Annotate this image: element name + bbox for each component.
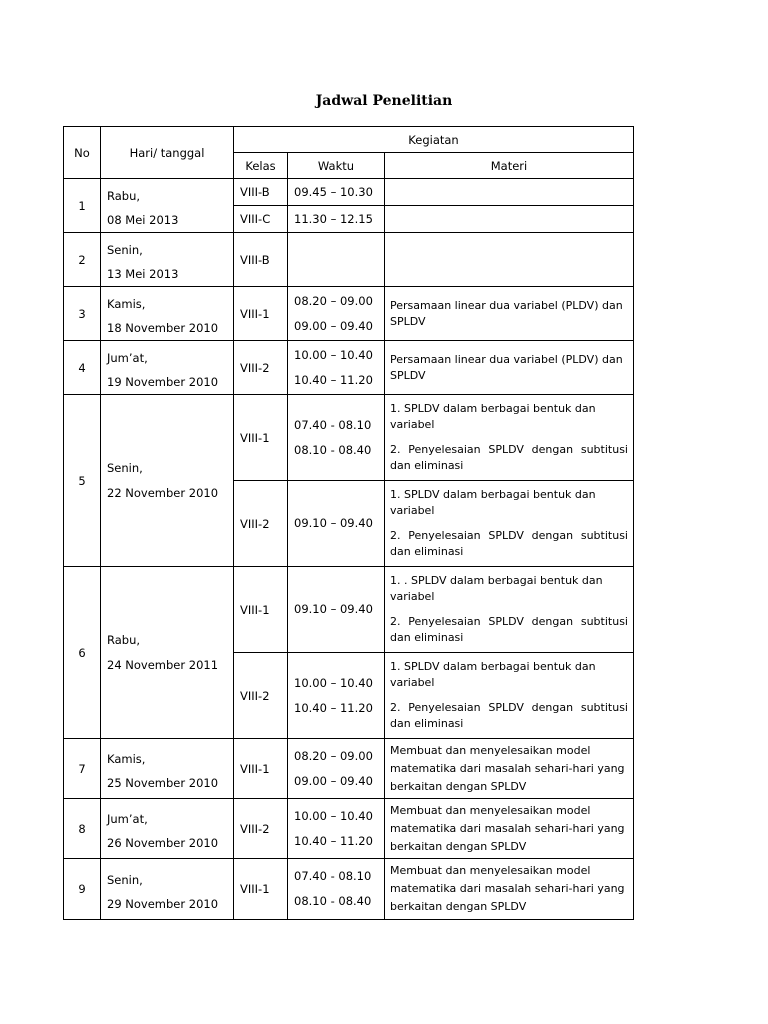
materi-line: Membuat dan menyelesaikan model matematika dari masalah sehari-hari yang berkaitan dengan SPLDV [390, 803, 625, 853]
materi-cell [385, 179, 634, 206]
day-label: Jum’at, [107, 351, 148, 365]
day-label: Kamis, [107, 752, 146, 766]
waktu-line: 09.45 – 10.30 [294, 184, 373, 199]
table-row [64, 287, 634, 341]
row-number-cell: 5 [64, 395, 101, 567]
row-number-cell: 7 [64, 739, 101, 799]
header-no: No [64, 127, 101, 179]
table-row [64, 567, 634, 653]
materi-line: 2. Penyelesaian SPLDV dengan subtitusi dan eliminasi [390, 443, 628, 472]
waktu-line: 10.40 – 11.20 [294, 700, 373, 715]
kelas-cell: VIII-B [234, 179, 288, 206]
kelas-cell: VIII-2 [234, 341, 288, 395]
materi-line: 2. Penyelesaian SPLDV dengan subtitusi dan eliminasi [390, 615, 628, 644]
day-label: Senin, [107, 243, 143, 257]
materi-line: Membuat dan menyelesaikan model matematika dari masalah sehari-hari yang berkaitan dengan SPLDV [390, 864, 625, 913]
kelas-cell: VIII-1 [234, 859, 288, 920]
row-number-cell: 6 [64, 567, 101, 739]
waktu-line: 09.00 – 09.40 [294, 773, 373, 788]
date-label: 24 November 2011 [107, 657, 219, 672]
materi-cell [385, 341, 634, 395]
date-label: 22 November 2010 [107, 485, 219, 500]
day-label: Jum’at, [107, 812, 148, 826]
kelas-cell: VIII-2 [234, 799, 288, 859]
materi-cell [385, 206, 634, 233]
date-label: 26 November 2010 [107, 836, 219, 850]
waktu-line: 11.30 – 12.15 [294, 211, 373, 226]
waktu-line: 08.10 - 08.40 [294, 442, 372, 457]
materi-line: 1. SPLDV dalam berbagai bentuk dan variabel [390, 402, 596, 431]
date-label: 19 November 2010 [107, 375, 219, 389]
materi-cell [385, 233, 634, 287]
kelas-cell: VIII-2 [234, 481, 288, 567]
waktu-line: 08.20 – 09.00 [294, 748, 373, 763]
waktu-cell [288, 739, 385, 799]
waktu-line: 07.40 - 08.10 [294, 417, 372, 432]
waktu-line: 10.00 – 10.40 [294, 347, 373, 362]
header-row-1 [64, 127, 634, 153]
row-number-cell: 4 [64, 341, 101, 395]
waktu-cell [288, 799, 385, 859]
waktu-cell [288, 341, 385, 395]
table-row [64, 179, 634, 206]
day-date-cell [101, 179, 234, 233]
waktu-line: 09.10 – 09.40 [294, 602, 373, 616]
row-number-cell: 1 [64, 179, 101, 233]
day-date-cell [101, 341, 234, 395]
date-label: 08 Mei 2013 [107, 213, 179, 227]
waktu-line: 08.20 – 09.00 [294, 293, 373, 308]
header-waktu: Waktu [288, 153, 385, 179]
day-date-cell [101, 739, 234, 799]
materi-cell [385, 287, 634, 341]
row-number-cell: 2 [64, 233, 101, 287]
day-label: Senin, [107, 872, 143, 887]
day-date-cell [101, 799, 234, 859]
waktu-cell [288, 233, 385, 287]
day-date-cell [101, 287, 234, 341]
kelas-cell: VIII-B [234, 233, 288, 287]
kelas-cell: VIII-1 [234, 739, 288, 799]
waktu-line: 10.00 – 10.40 [294, 808, 373, 823]
kelas-cell: VIII-C [234, 206, 288, 233]
materi-line: Membuat dan menyelesaikan model matematika dari masalah sehari-hari yang berkaitan dengan SPLDV [390, 743, 625, 793]
date-label: 25 November 2010 [107, 776, 219, 790]
materi-cell [385, 481, 634, 567]
materi-line: 2. Penyelesaian SPLDV dengan subtitusi dan eliminasi [390, 701, 628, 730]
schedule-table-body [64, 127, 634, 920]
materi-cell [385, 395, 634, 481]
kelas-cell: VIII-1 [234, 395, 288, 481]
materi-cell [385, 799, 634, 859]
date-label: 18 November 2010 [107, 321, 219, 335]
kelas-cell: VIII-1 [234, 567, 288, 653]
header-hari-tanggal: Hari/ tanggal [101, 127, 234, 179]
waktu-line: 08.10 - 08.40 [294, 894, 372, 908]
waktu-cell [288, 206, 385, 233]
materi-line: 1. SPLDV dalam berbagai bentuk dan variabel [390, 660, 596, 689]
materi-cell [385, 739, 634, 799]
waktu-cell [288, 567, 385, 653]
day-label: Kamis, [107, 297, 146, 311]
materi-cell [385, 567, 634, 653]
materi-cell [385, 653, 634, 739]
day-date-cell [101, 567, 234, 739]
waktu-line: 07.40 - 08.10 [294, 869, 372, 883]
header-kegiatan: Kegiatan [234, 127, 634, 153]
waktu-line: 10.40 – 11.20 [294, 372, 373, 387]
waktu-line: 09.00 – 09.40 [294, 318, 373, 333]
materi-line: 1. SPLDV dalam berbagai bentuk dan variabel [390, 488, 596, 517]
table-row [64, 233, 634, 287]
waktu-cell [288, 287, 385, 341]
waktu-line: 09.10 – 09.40 [294, 516, 373, 530]
day-date-cell [101, 859, 234, 920]
waktu-line: 10.40 – 11.20 [294, 833, 373, 848]
materi-line: Persamaan linear dua variabel (PLDV) dan SPLDV [390, 298, 623, 328]
kelas-cell: VIII-2 [234, 653, 288, 739]
header-kelas: Kelas [234, 153, 288, 179]
date-label: 29 November 2010 [107, 896, 219, 911]
page-title: Jadwal Penelitian [315, 93, 453, 109]
table-row [64, 859, 634, 920]
row-number-cell: 9 [64, 859, 101, 920]
schedule-table [63, 126, 634, 920]
waktu-cell [288, 859, 385, 920]
materi-line: Persamaan linear dua variabel (PLDV) dan SPLDV [390, 352, 623, 382]
waktu-cell [288, 179, 385, 206]
day-date-cell [101, 395, 234, 567]
materi-cell [385, 859, 634, 920]
waktu-cell [288, 395, 385, 481]
date-label: 13 Mei 2013 [107, 267, 179, 281]
table-row [64, 395, 634, 481]
header-materi: Materi [385, 153, 634, 179]
day-label: Senin, [107, 460, 143, 475]
day-date-cell [101, 233, 234, 287]
table-row [64, 799, 634, 859]
day-label: Rabu, [107, 189, 141, 203]
waktu-cell [288, 653, 385, 739]
waktu-cell [288, 481, 385, 567]
table-row [64, 341, 634, 395]
waktu-line: 10.00 – 10.40 [294, 675, 373, 690]
materi-line: 2. Penyelesaian SPLDV dengan subtitusi dan eliminasi [390, 529, 628, 558]
day-label: Rabu, [107, 632, 141, 647]
kelas-cell: VIII-1 [234, 287, 288, 341]
row-number-cell: 3 [64, 287, 101, 341]
row-number-cell: 8 [64, 799, 101, 859]
table-row [64, 739, 634, 799]
materi-line: 1. . SPLDV dalam berbagai bentuk dan variabel [390, 574, 603, 603]
